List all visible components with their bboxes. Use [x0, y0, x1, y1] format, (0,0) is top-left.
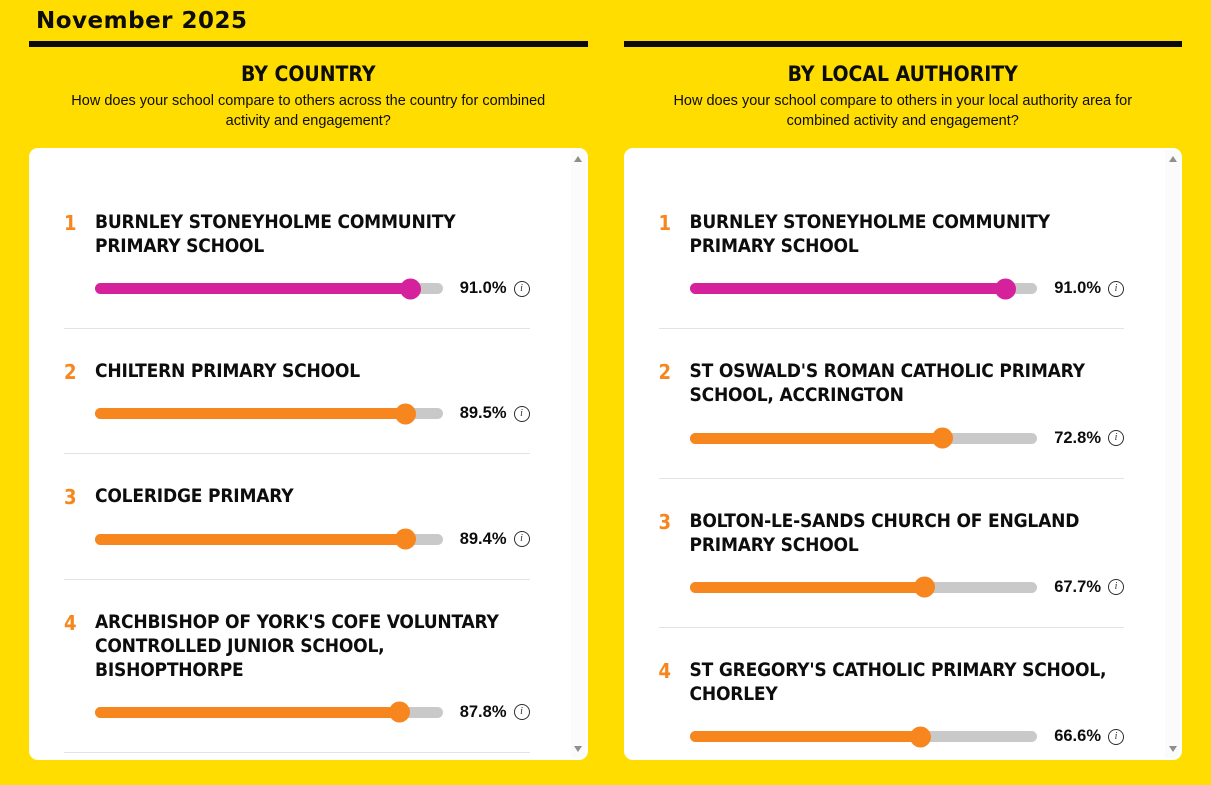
- leaderboard-list: [624, 148, 1183, 760]
- panel-title: BY LOCAL AUTHORITY: [787, 62, 1018, 86]
- divider-rule: [624, 41, 1183, 47]
- rank-number: 4: [658, 658, 672, 683]
- school-name: BURNLEY STONEYHOLME COMMUNITY PRIMARY SCHOOL: [95, 211, 456, 258]
- score-value: 66.6%: [1054, 727, 1101, 745]
- rank-number: 3: [658, 509, 672, 534]
- progress-fill: [95, 408, 406, 419]
- progress-track: [690, 582, 1038, 593]
- info-icon-glyph: i: [1114, 581, 1118, 593]
- progress-fill: [690, 283, 1006, 294]
- score-value: 89.5%: [459, 404, 507, 423]
- info-icon-glyph: i: [520, 407, 523, 419]
- list-item: [64, 210, 530, 329]
- entry-body: [690, 210, 1125, 298]
- school-name: BOLTON-LE-SANDS CHURCH OF ENGLAND PRIMARY SCHOOL: [689, 509, 1080, 556]
- score-bar-row: [95, 279, 530, 298]
- school-name: COLERIDGE PRIMARY: [95, 485, 294, 508]
- rank-number: 2: [658, 360, 672, 385]
- score-value: 67.7%: [1054, 577, 1101, 596]
- rank-number: 1: [64, 211, 77, 235]
- score-value: 91.0%: [459, 279, 507, 298]
- list-item: [64, 610, 530, 753]
- entry-body: [95, 484, 530, 548]
- info-icon-glyph: i: [1114, 432, 1118, 443]
- info-icon[interactable]: [514, 531, 530, 547]
- score-bar-row: [95, 530, 530, 549]
- score-value: 87.8%: [459, 702, 507, 721]
- list-item: [659, 658, 1125, 760]
- entry-body: [690, 658, 1125, 746]
- progress-track: [95, 283, 443, 294]
- panel-title: BY COUNTRY: [240, 62, 376, 86]
- progress-fill: [95, 534, 406, 545]
- list-item: [659, 509, 1125, 628]
- rank-number: 1: [658, 211, 672, 235]
- progress-track: [95, 707, 443, 718]
- progress-fill: [690, 433, 943, 444]
- progress-track: [95, 534, 443, 545]
- scrollbar-track[interactable]: [1165, 150, 1180, 758]
- progress-fill: [690, 582, 925, 593]
- info-icon[interactable]: [514, 406, 530, 422]
- info-icon-glyph: i: [520, 533, 523, 544]
- panel-subtitle: How does your school compare to others across the country for combined activity and engagement?: [71, 93, 546, 129]
- list-item: [659, 210, 1125, 329]
- score-bar-row: [690, 279, 1125, 298]
- divider-rule: [29, 41, 588, 47]
- school-name: BURNLEY STONEYHOLME COMMUNITY PRIMARY SCHOOL: [689, 211, 1050, 258]
- progress-track: [690, 731, 1038, 742]
- entry-body: [690, 359, 1125, 447]
- school-name: CHILTERN PRIMARY SCHOOL: [95, 360, 360, 383]
- progress-track: [95, 408, 443, 419]
- score-bar-row: [95, 404, 530, 423]
- panel-by-country: [29, 41, 588, 760]
- leaderboard-list: [29, 148, 588, 753]
- progress-track: [690, 283, 1038, 294]
- leaderboard-card: [29, 148, 588, 760]
- score-bar-row: [690, 429, 1125, 448]
- panel-by-local-authority: [624, 41, 1183, 760]
- scrollbar-track[interactable]: [571, 150, 586, 758]
- info-icon[interactable]: [1108, 729, 1124, 745]
- school-name: ST OSWALD'S ROMAN CATHOLIC PRIMARY SCHOOL, ACCRINGTON: [689, 360, 1085, 407]
- scroll-up-icon[interactable]: [1169, 156, 1177, 162]
- list-item: [64, 484, 530, 579]
- info-icon-glyph: i: [520, 706, 523, 718]
- entry-body: [95, 359, 530, 423]
- info-icon[interactable]: [514, 281, 530, 297]
- leaderboard-columns: [29, 41, 1182, 760]
- info-icon[interactable]: [1108, 579, 1124, 595]
- info-icon-glyph: i: [1114, 730, 1118, 742]
- progress-track: [690, 433, 1038, 444]
- entry-body: [95, 210, 530, 298]
- rank-number: 3: [64, 485, 77, 510]
- list-item: [64, 359, 530, 454]
- school-name: ST GREGORY'S CATHOLIC PRIMARY SCHOOL, CHORLEY: [689, 658, 1107, 705]
- rank-number: 4: [64, 610, 77, 635]
- score-bar-row: [690, 727, 1125, 746]
- info-icon[interactable]: [1108, 430, 1124, 446]
- panel-subtitle: How does your school compare to others in your local authority area for combined activity and engagement?: [673, 93, 1133, 129]
- entry-body: [95, 610, 530, 722]
- info-icon-glyph: i: [1114, 282, 1118, 294]
- progress-fill: [95, 707, 400, 718]
- score-value: 89.4%: [459, 529, 507, 548]
- progress-fill: [95, 283, 411, 294]
- scroll-down-icon[interactable]: [574, 746, 582, 752]
- list-item: [659, 359, 1125, 478]
- leaderboard-card: [624, 148, 1183, 760]
- page-title: November 2025: [36, 8, 248, 34]
- progress-fill: [690, 731, 922, 742]
- scroll-down-icon[interactable]: [1169, 746, 1177, 752]
- score-bar-row: [95, 703, 530, 722]
- entry-body: [690, 509, 1125, 597]
- info-icon[interactable]: [1108, 281, 1124, 297]
- school-name: ARCHBISHOP OF YORK'S COFE VOLUNTARY CONTROLLED JUNIOR SCHOOL, BISHOPTHORPE: [95, 610, 499, 681]
- score-bar-row: [690, 578, 1125, 597]
- rank-number: 2: [64, 360, 77, 385]
- scroll-up-icon[interactable]: [574, 156, 582, 162]
- info-icon-glyph: i: [520, 282, 523, 294]
- score-value: 72.8%: [1054, 428, 1101, 447]
- score-value: 91.0%: [1054, 279, 1101, 298]
- info-icon[interactable]: [514, 704, 530, 720]
